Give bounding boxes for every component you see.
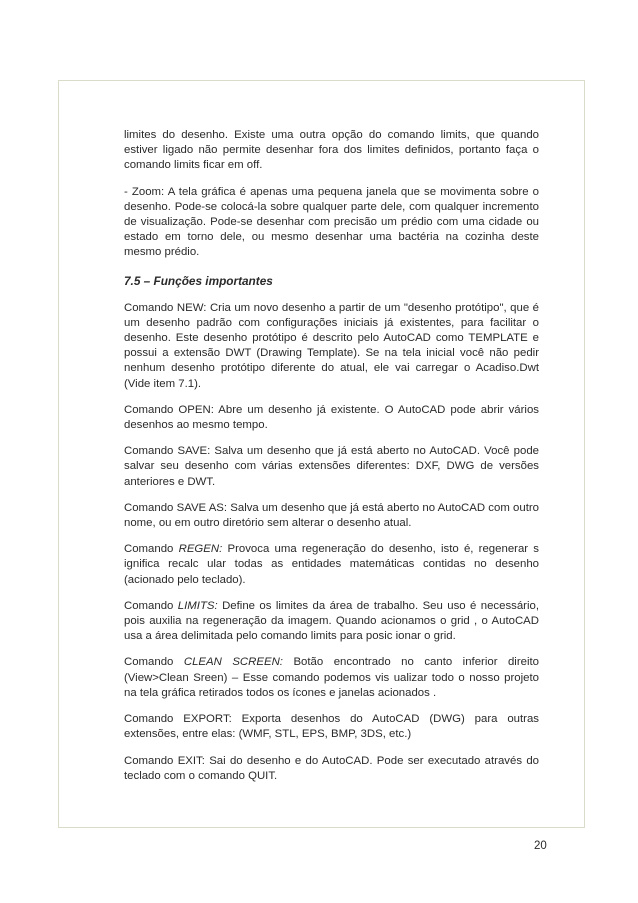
command-description: Sai do desenho e do AutoCAD. Pode ser executado através do teclado com o comando QUIT. (124, 754, 539, 782)
command-name: CLEAN SCREEN: (183, 656, 283, 669)
command-paragraph (124, 712, 539, 742)
command-description: Salva um desenho que já está aberto no AutoCAD. Você pode salvar seu desenho com várias extensões diferentes: DXF, DWG de versões anteriores e DWT. (124, 445, 539, 488)
command-description: Provoca uma regeneração do desenho, isto é, regenerar s ignifica recalc ular todas as entidades matemáticas contidas no desenho (acionado pelo teclado). (124, 543, 539, 586)
command-name: EXIT: (177, 754, 205, 767)
command-description: Salva um desenho que já está aberto no AutoCAD com outro nome, ou em outro diretório sem alterar o desenho atual. (124, 501, 539, 530)
command-name: LIMITS: (177, 599, 218, 612)
command-prefix: Comando (124, 656, 184, 669)
command-name: SAVE: (177, 445, 211, 458)
command-paragraph (124, 599, 539, 645)
command-paragraph (124, 501, 539, 531)
section-heading: 7.5 – Funções importantes (124, 273, 273, 288)
command-description: Exporta desenhos do AutoCAD (DWG) para outras extensões, entre elas: (WMF, STL, EPS, BMP, 3DS, etc.) (124, 713, 539, 741)
command-paragraph (124, 403, 539, 433)
command-paragraph (124, 655, 539, 701)
intro-paragraph-limits: limites do desenho. Existe uma outra opção do comando limits, que quando estiver ligado não permite desenhar fora dos limites definidos, portanto faça o comando limits ficar em off. (124, 129, 539, 172)
command-name: OPEN: (178, 403, 214, 416)
command-description: Define os limites da área de trabalho. Seu uso é necessário, pois auxilia na regeneração da imagem. Quando acionamos o grid , o AutoCAD usa a área delimitada pelo comando limits para posic ionar o grid. (124, 599, 539, 643)
command-prefix: Comando (124, 403, 179, 416)
command-description: Cria um novo desenho a partir de um "desenho protótipo", que é um desenho padrão com configurações iniciais já existentes, para facilitar o desenho. Este desenho protótipo é descrito pelo AutoCAD como TEMPLATE e possui a extensão DWT (Drawing Template). Se na tela inicial você não pedir nenhum desenho protótipo diferente do atual, ele vai carregar o Acadiso.Dwt (Vide item 7.1). (124, 301, 539, 390)
command-name: EXPORT: (183, 713, 232, 726)
command-prefix: Comando (124, 599, 178, 612)
intro-paragraph-zoom: - Zoom: A tela gráfica é apenas uma pequena janela que se movimenta sobre o desenho. Pode-se colocá-la sobre qualquer parte dele, com qualquer incremento de visualização. Pode-se desenhar com precisão um prédio com uma cidade ou estado em torno dele, ou mesmo desenhar uma bactéria na cozinha deste mesmo prédio. (124, 185, 539, 259)
command-prefix: Comando (124, 754, 178, 767)
command-prefix: Comando (124, 543, 179, 556)
command-prefix: Comando (124, 445, 178, 458)
page-content (124, 128, 539, 795)
command-prefix: Comando (124, 713, 184, 726)
command-paragraph (124, 754, 539, 784)
command-name: NEW: (176, 301, 207, 314)
command-paragraph (124, 444, 539, 490)
command-paragraph (124, 301, 539, 392)
command-description: Abre um desenho já existente. O AutoCAD pode abrir vários desenhos ao mesmo tempo. (124, 403, 539, 432)
command-prefix: Comando (124, 301, 177, 314)
command-paragraph (124, 542, 539, 588)
page-number: 20 (534, 840, 547, 852)
commands-list (124, 301, 539, 784)
command-name: SAVE AS: (176, 501, 228, 514)
command-name: REGEN: (178, 543, 223, 556)
command-description: Botão encontrado no canto inferior direito (View>Clean Sreen) – Esse comando podemos vis ualizar todo o nosso projeto na tela gráfica retirados todos os ícones e janelas acionados . (124, 656, 539, 699)
command-prefix: Comando (124, 501, 177, 514)
